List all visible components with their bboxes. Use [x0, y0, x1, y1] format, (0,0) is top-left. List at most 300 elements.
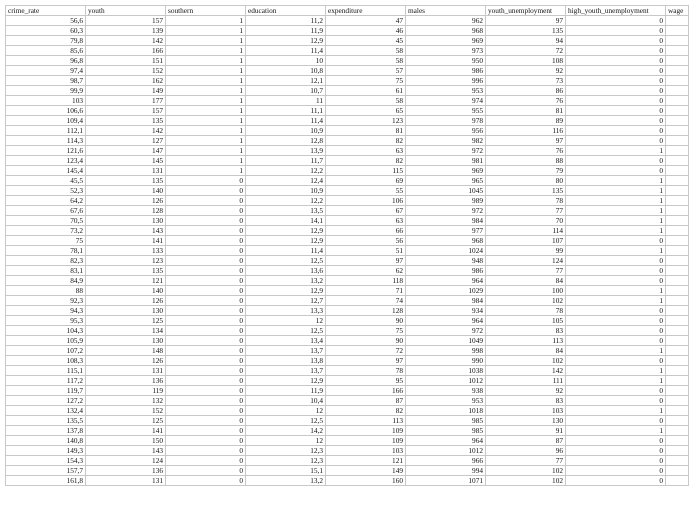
cell-youth[interactable]: 143: [86, 446, 166, 456]
cell-youth-unemployment[interactable]: 88: [486, 156, 566, 166]
cell-wage[interactable]: [666, 176, 689, 186]
cell-crime-rate[interactable]: 114,3: [6, 136, 86, 146]
cell-youth-unemployment[interactable]: 77: [486, 206, 566, 216]
cell-southern[interactable]: 0: [166, 286, 246, 296]
cell-wage[interactable]: [666, 316, 689, 326]
cell-crime-rate[interactable]: 73,2: [6, 226, 86, 236]
cell-southern[interactable]: 0: [166, 376, 246, 386]
cell-wage[interactable]: [666, 366, 689, 376]
cell-southern[interactable]: 1: [166, 26, 246, 36]
cell-expenditure[interactable]: 55: [326, 186, 406, 196]
cell-expenditure[interactable]: 109: [326, 436, 406, 446]
cell-crime-rate[interactable]: 52,3: [6, 186, 86, 196]
cell-wage[interactable]: [666, 306, 689, 316]
cell-males[interactable]: 1029: [406, 286, 486, 296]
cell-wage[interactable]: [666, 136, 689, 146]
cell-high-youth-unemployment[interactable]: 0: [566, 446, 666, 456]
cell-southern[interactable]: 0: [166, 326, 246, 336]
cell-males[interactable]: 984: [406, 296, 486, 306]
cell-wage[interactable]: [666, 346, 689, 356]
cell-youth-unemployment[interactable]: 89: [486, 116, 566, 126]
cell-southern[interactable]: 0: [166, 266, 246, 276]
column-header-expenditure[interactable]: expenditure: [326, 6, 406, 16]
cell-education[interactable]: 12,4: [246, 176, 326, 186]
cell-wage[interactable]: [666, 216, 689, 226]
cell-southern[interactable]: 1: [166, 96, 246, 106]
column-header-education[interactable]: education: [246, 6, 326, 16]
cell-wage[interactable]: [666, 26, 689, 36]
cell-youth[interactable]: 134: [86, 326, 166, 336]
cell-expenditure[interactable]: 95: [326, 376, 406, 386]
cell-high-youth-unemployment[interactable]: 0: [566, 416, 666, 426]
cell-wage[interactable]: [666, 326, 689, 336]
cell-crime-rate[interactable]: 140,8: [6, 436, 86, 446]
cell-high-youth-unemployment[interactable]: 1: [566, 216, 666, 226]
cell-southern[interactable]: 0: [166, 366, 246, 376]
cell-wage[interactable]: [666, 416, 689, 426]
cell-education[interactable]: 12,2: [246, 166, 326, 176]
cell-high-youth-unemployment[interactable]: 1: [566, 426, 666, 436]
cell-southern[interactable]: 1: [166, 46, 246, 56]
cell-high-youth-unemployment[interactable]: 0: [566, 96, 666, 106]
cell-high-youth-unemployment[interactable]: 0: [566, 476, 666, 486]
cell-southern[interactable]: 0: [166, 466, 246, 476]
cell-high-youth-unemployment[interactable]: 1: [566, 406, 666, 416]
cell-youth-unemployment[interactable]: 84: [486, 346, 566, 356]
cell-youth-unemployment[interactable]: 77: [486, 456, 566, 466]
cell-youth-unemployment[interactable]: 100: [486, 286, 566, 296]
cell-expenditure[interactable]: 58: [326, 56, 406, 66]
cell-education[interactable]: 12,9: [246, 226, 326, 236]
cell-education[interactable]: 12,5: [246, 416, 326, 426]
cell-males[interactable]: 982: [406, 136, 486, 146]
cell-wage[interactable]: [666, 466, 689, 476]
cell-crime-rate[interactable]: 70,5: [6, 216, 86, 226]
cell-education[interactable]: 12,5: [246, 256, 326, 266]
cell-wage[interactable]: [666, 56, 689, 66]
cell-crime-rate[interactable]: 67,6: [6, 206, 86, 216]
cell-wage[interactable]: [666, 476, 689, 486]
cell-high-youth-unemployment[interactable]: 0: [566, 236, 666, 246]
cell-education[interactable]: 10,4: [246, 396, 326, 406]
cell-youth-unemployment[interactable]: 99: [486, 246, 566, 256]
cell-wage[interactable]: [666, 166, 689, 176]
cell-education[interactable]: 13,3: [246, 306, 326, 316]
column-header-wage[interactable]: wage: [666, 6, 689, 16]
cell-education[interactable]: 15,1: [246, 466, 326, 476]
cell-education[interactable]: 12,1: [246, 76, 326, 86]
cell-high-youth-unemployment[interactable]: 0: [566, 126, 666, 136]
cell-southern[interactable]: 0: [166, 206, 246, 216]
cell-expenditure[interactable]: 47: [326, 16, 406, 26]
cell-wage[interactable]: [666, 276, 689, 286]
cell-youth[interactable]: 166: [86, 46, 166, 56]
cell-youth-unemployment[interactable]: 72: [486, 46, 566, 56]
cell-youth[interactable]: 140: [86, 286, 166, 296]
cell-expenditure[interactable]: 103: [326, 446, 406, 456]
cell-males[interactable]: 984: [406, 216, 486, 226]
cell-expenditure[interactable]: 160: [326, 476, 406, 486]
cell-high-youth-unemployment[interactable]: 0: [566, 56, 666, 66]
cell-expenditure[interactable]: 61: [326, 86, 406, 96]
cell-crime-rate[interactable]: 157,7: [6, 466, 86, 476]
cell-southern[interactable]: 1: [166, 86, 246, 96]
cell-expenditure[interactable]: 57: [326, 66, 406, 76]
cell-youth[interactable]: 142: [86, 36, 166, 46]
cell-southern[interactable]: 0: [166, 256, 246, 266]
cell-high-youth-unemployment[interactable]: 1: [566, 376, 666, 386]
cell-males[interactable]: 986: [406, 66, 486, 76]
cell-high-youth-unemployment[interactable]: 0: [566, 66, 666, 76]
cell-males[interactable]: 990: [406, 356, 486, 366]
cell-high-youth-unemployment[interactable]: 1: [566, 366, 666, 376]
cell-crime-rate[interactable]: 119,7: [6, 386, 86, 396]
cell-youth-unemployment[interactable]: 135: [486, 26, 566, 36]
cell-crime-rate[interactable]: 145,4: [6, 166, 86, 176]
cell-education[interactable]: 11,7: [246, 156, 326, 166]
cell-southern[interactable]: 1: [166, 136, 246, 146]
cell-crime-rate[interactable]: 84,9: [6, 276, 86, 286]
cell-youth[interactable]: 124: [86, 456, 166, 466]
cell-education[interactable]: 13,8: [246, 356, 326, 366]
cell-youth[interactable]: 143: [86, 226, 166, 236]
cell-males[interactable]: 1071: [406, 476, 486, 486]
cell-southern[interactable]: 0: [166, 196, 246, 206]
cell-wage[interactable]: [666, 106, 689, 116]
cell-youth-unemployment[interactable]: 80: [486, 176, 566, 186]
cell-high-youth-unemployment[interactable]: 0: [566, 466, 666, 476]
cell-southern[interactable]: 1: [166, 56, 246, 66]
cell-southern[interactable]: 0: [166, 456, 246, 466]
cell-males[interactable]: 955: [406, 106, 486, 116]
cell-southern[interactable]: 0: [166, 416, 246, 426]
cell-youth[interactable]: 162: [86, 76, 166, 86]
cell-education[interactable]: 11,4: [246, 116, 326, 126]
cell-wage[interactable]: [666, 66, 689, 76]
cell-youth-unemployment[interactable]: 97: [486, 16, 566, 26]
cell-youth-unemployment[interactable]: 102: [486, 476, 566, 486]
cell-wage[interactable]: [666, 376, 689, 386]
cell-youth-unemployment[interactable]: 78: [486, 306, 566, 316]
cell-wage[interactable]: [666, 226, 689, 236]
cell-youth[interactable]: 139: [86, 26, 166, 36]
cell-expenditure[interactable]: 97: [326, 356, 406, 366]
cell-education[interactable]: 13,6: [246, 266, 326, 276]
cell-education[interactable]: 12,9: [246, 286, 326, 296]
cell-youth-unemployment[interactable]: 86: [486, 86, 566, 96]
cell-wage[interactable]: [666, 246, 689, 256]
cell-southern[interactable]: 0: [166, 316, 246, 326]
cell-crime-rate[interactable]: 99,9: [6, 86, 86, 96]
cell-expenditure[interactable]: 74: [326, 296, 406, 306]
cell-education[interactable]: 11: [246, 96, 326, 106]
cell-youth-unemployment[interactable]: 73: [486, 76, 566, 86]
cell-expenditure[interactable]: 67: [326, 206, 406, 216]
cell-males[interactable]: 972: [406, 326, 486, 336]
cell-expenditure[interactable]: 90: [326, 336, 406, 346]
cell-southern[interactable]: 1: [166, 16, 246, 26]
cell-youth[interactable]: 131: [86, 476, 166, 486]
cell-crime-rate[interactable]: 121,6: [6, 146, 86, 156]
cell-youth[interactable]: 140: [86, 186, 166, 196]
cell-high-youth-unemployment[interactable]: 0: [566, 256, 666, 266]
cell-high-youth-unemployment[interactable]: 0: [566, 336, 666, 346]
cell-crime-rate[interactable]: 137,8: [6, 426, 86, 436]
cell-high-youth-unemployment[interactable]: 0: [566, 396, 666, 406]
cell-youth-unemployment[interactable]: 114: [486, 226, 566, 236]
cell-youth-unemployment[interactable]: 70: [486, 216, 566, 226]
cell-males[interactable]: 985: [406, 416, 486, 426]
cell-males[interactable]: 969: [406, 36, 486, 46]
cell-expenditure[interactable]: 82: [326, 156, 406, 166]
cell-males[interactable]: 1018: [406, 406, 486, 416]
cell-males[interactable]: 964: [406, 436, 486, 446]
column-header-males[interactable]: males: [406, 6, 486, 16]
cell-education[interactable]: 13,2: [246, 476, 326, 486]
cell-crime-rate[interactable]: 135,5: [6, 416, 86, 426]
cell-crime-rate[interactable]: 123,4: [6, 156, 86, 166]
cell-southern[interactable]: 0: [166, 396, 246, 406]
cell-youth-unemployment[interactable]: 97: [486, 136, 566, 146]
cell-high-youth-unemployment[interactable]: 0: [566, 136, 666, 146]
cell-expenditure[interactable]: 63: [326, 146, 406, 156]
cell-crime-rate[interactable]: 83,1: [6, 266, 86, 276]
cell-crime-rate[interactable]: 64,2: [6, 196, 86, 206]
cell-males[interactable]: 934: [406, 306, 486, 316]
cell-crime-rate[interactable]: 132,4: [6, 406, 86, 416]
cell-education[interactable]: 11,9: [246, 26, 326, 36]
cell-expenditure[interactable]: 75: [326, 76, 406, 86]
cell-youth[interactable]: 148: [86, 346, 166, 356]
cell-youth-unemployment[interactable]: 105: [486, 316, 566, 326]
cell-youth[interactable]: 125: [86, 416, 166, 426]
cell-crime-rate[interactable]: 104,3: [6, 326, 86, 336]
cell-expenditure[interactable]: 62: [326, 266, 406, 276]
cell-youth-unemployment[interactable]: 87: [486, 436, 566, 446]
cell-youth-unemployment[interactable]: 92: [486, 66, 566, 76]
cell-youth[interactable]: 136: [86, 376, 166, 386]
cell-expenditure[interactable]: 46: [326, 26, 406, 36]
cell-southern[interactable]: 0: [166, 236, 246, 246]
cell-crime-rate[interactable]: 88: [6, 286, 86, 296]
cell-education[interactable]: 12,3: [246, 456, 326, 466]
column-header-crime-rate[interactable]: crime_rate: [6, 6, 86, 16]
cell-southern[interactable]: 0: [166, 426, 246, 436]
cell-expenditure[interactable]: 69: [326, 176, 406, 186]
cell-expenditure[interactable]: 58: [326, 46, 406, 56]
cell-youth-unemployment[interactable]: 81: [486, 106, 566, 116]
cell-expenditure[interactable]: 106: [326, 196, 406, 206]
cell-expenditure[interactable]: 121: [326, 456, 406, 466]
cell-southern[interactable]: 1: [166, 76, 246, 86]
cell-southern[interactable]: 1: [166, 36, 246, 46]
cell-youth-unemployment[interactable]: 83: [486, 396, 566, 406]
cell-high-youth-unemployment[interactable]: 0: [566, 326, 666, 336]
cell-youth[interactable]: 125: [86, 316, 166, 326]
cell-expenditure[interactable]: 51: [326, 246, 406, 256]
cell-crime-rate[interactable]: 56,6: [6, 16, 86, 26]
cell-wage[interactable]: [666, 156, 689, 166]
cell-crime-rate[interactable]: 108,3: [6, 356, 86, 366]
cell-crime-rate[interactable]: 154,3: [6, 456, 86, 466]
cell-wage[interactable]: [666, 76, 689, 86]
cell-southern[interactable]: 0: [166, 406, 246, 416]
cell-youth[interactable]: 157: [86, 106, 166, 116]
cell-youth-unemployment[interactable]: 108: [486, 56, 566, 66]
cell-males[interactable]: 938: [406, 386, 486, 396]
cell-education[interactable]: 12,2: [246, 196, 326, 206]
cell-youth[interactable]: 157: [86, 16, 166, 26]
cell-expenditure[interactable]: 118: [326, 276, 406, 286]
cell-education[interactable]: 13,2: [246, 276, 326, 286]
cell-crime-rate[interactable]: 127,2: [6, 396, 86, 406]
cell-expenditure[interactable]: 81: [326, 126, 406, 136]
cell-youth-unemployment[interactable]: 116: [486, 126, 566, 136]
cell-crime-rate[interactable]: 94,3: [6, 306, 86, 316]
cell-youth[interactable]: 135: [86, 266, 166, 276]
cell-education[interactable]: 12,3: [246, 446, 326, 456]
cell-expenditure[interactable]: 115: [326, 166, 406, 176]
column-header-youth-unemployment[interactable]: youth_unemployment: [486, 6, 566, 16]
cell-youth-unemployment[interactable]: 102: [486, 356, 566, 366]
cell-crime-rate[interactable]: 115,1: [6, 366, 86, 376]
cell-males[interactable]: 974: [406, 96, 486, 106]
cell-education[interactable]: 10,9: [246, 186, 326, 196]
cell-education[interactable]: 10: [246, 56, 326, 66]
cell-wage[interactable]: [666, 396, 689, 406]
cell-crime-rate[interactable]: 109,4: [6, 116, 86, 126]
cell-wage[interactable]: [666, 86, 689, 96]
cell-youth[interactable]: 119: [86, 386, 166, 396]
cell-high-youth-unemployment[interactable]: 0: [566, 266, 666, 276]
cell-youth[interactable]: 131: [86, 166, 166, 176]
cell-males[interactable]: 981: [406, 156, 486, 166]
cell-youth[interactable]: 121: [86, 276, 166, 286]
cell-high-youth-unemployment[interactable]: 1: [566, 206, 666, 216]
cell-youth-unemployment[interactable]: 84: [486, 276, 566, 286]
cell-males[interactable]: 973: [406, 46, 486, 56]
cell-youth[interactable]: 142: [86, 126, 166, 136]
cell-education[interactable]: 11,9: [246, 386, 326, 396]
cell-education[interactable]: 11,4: [246, 246, 326, 256]
cell-expenditure[interactable]: 109: [326, 426, 406, 436]
cell-wage[interactable]: [666, 446, 689, 456]
cell-crime-rate[interactable]: 95,3: [6, 316, 86, 326]
cell-wage[interactable]: [666, 256, 689, 266]
cell-males[interactable]: 996: [406, 76, 486, 86]
cell-wage[interactable]: [666, 126, 689, 136]
cell-youth-unemployment[interactable]: 76: [486, 96, 566, 106]
cell-expenditure[interactable]: 87: [326, 396, 406, 406]
cell-crime-rate[interactable]: 149,3: [6, 446, 86, 456]
cell-youth-unemployment[interactable]: 92: [486, 386, 566, 396]
cell-males[interactable]: 1045: [406, 186, 486, 196]
cell-southern[interactable]: 0: [166, 176, 246, 186]
cell-education[interactable]: 13,9: [246, 146, 326, 156]
cell-males[interactable]: 978: [406, 116, 486, 126]
cell-youth-unemployment[interactable]: 76: [486, 146, 566, 156]
cell-high-youth-unemployment[interactable]: 0: [566, 356, 666, 366]
cell-wage[interactable]: [666, 266, 689, 276]
cell-high-youth-unemployment[interactable]: 0: [566, 86, 666, 96]
cell-high-youth-unemployment[interactable]: 1: [566, 346, 666, 356]
cell-youth[interactable]: 135: [86, 116, 166, 126]
cell-wage[interactable]: [666, 286, 689, 296]
cell-expenditure[interactable]: 128: [326, 306, 406, 316]
cell-youth[interactable]: 126: [86, 196, 166, 206]
cell-high-youth-unemployment[interactable]: 1: [566, 146, 666, 156]
cell-southern[interactable]: 0: [166, 446, 246, 456]
cell-wage[interactable]: [666, 456, 689, 466]
cell-crime-rate[interactable]: 107,2: [6, 346, 86, 356]
cell-youth[interactable]: 130: [86, 306, 166, 316]
cell-education[interactable]: 11,1: [246, 106, 326, 116]
cell-wage[interactable]: [666, 406, 689, 416]
cell-expenditure[interactable]: 72: [326, 346, 406, 356]
cell-youth-unemployment[interactable]: 77: [486, 266, 566, 276]
cell-males[interactable]: 950: [406, 56, 486, 66]
cell-expenditure[interactable]: 123: [326, 116, 406, 126]
cell-youth[interactable]: 177: [86, 96, 166, 106]
cell-expenditure[interactable]: 63: [326, 216, 406, 226]
cell-expenditure[interactable]: 82: [326, 136, 406, 146]
cell-youth-unemployment[interactable]: 102: [486, 296, 566, 306]
cell-males[interactable]: 966: [406, 456, 486, 466]
cell-youth[interactable]: 131: [86, 366, 166, 376]
cell-youth-unemployment[interactable]: 103: [486, 406, 566, 416]
cell-southern[interactable]: 0: [166, 226, 246, 236]
cell-crime-rate[interactable]: 161,8: [6, 476, 86, 486]
cell-males[interactable]: 1049: [406, 336, 486, 346]
cell-males[interactable]: 1012: [406, 446, 486, 456]
cell-males[interactable]: 968: [406, 236, 486, 246]
cell-high-youth-unemployment[interactable]: 0: [566, 106, 666, 116]
cell-expenditure[interactable]: 71: [326, 286, 406, 296]
cell-high-youth-unemployment[interactable]: 1: [566, 196, 666, 206]
cell-southern[interactable]: 0: [166, 356, 246, 366]
cell-youth[interactable]: 145: [86, 156, 166, 166]
cell-expenditure[interactable]: 66: [326, 226, 406, 236]
cell-southern[interactable]: 0: [166, 386, 246, 396]
cell-crime-rate[interactable]: 60,3: [6, 26, 86, 36]
cell-youth[interactable]: 149: [86, 86, 166, 96]
cell-males[interactable]: 1012: [406, 376, 486, 386]
cell-education[interactable]: 13,4: [246, 336, 326, 346]
cell-high-youth-unemployment[interactable]: 0: [566, 316, 666, 326]
cell-high-youth-unemployment[interactable]: 1: [566, 186, 666, 196]
cell-southern[interactable]: 0: [166, 476, 246, 486]
cell-youth[interactable]: 127: [86, 136, 166, 146]
cell-wage[interactable]: [666, 356, 689, 366]
cell-expenditure[interactable]: 78: [326, 366, 406, 376]
cell-wage[interactable]: [666, 46, 689, 56]
cell-males[interactable]: 1038: [406, 366, 486, 376]
cell-wage[interactable]: [666, 436, 689, 446]
cell-crime-rate[interactable]: 45,5: [6, 176, 86, 186]
cell-education[interactable]: 13,5: [246, 206, 326, 216]
cell-males[interactable]: 998: [406, 346, 486, 356]
cell-southern[interactable]: 1: [166, 116, 246, 126]
cell-education[interactable]: 11,2: [246, 16, 326, 26]
cell-youth-unemployment[interactable]: 135: [486, 186, 566, 196]
cell-youth[interactable]: 123: [86, 256, 166, 266]
cell-expenditure[interactable]: 56: [326, 236, 406, 246]
cell-youth[interactable]: 128: [86, 206, 166, 216]
cell-southern[interactable]: 0: [166, 246, 246, 256]
cell-education[interactable]: 14,1: [246, 216, 326, 226]
cell-crime-rate[interactable]: 92,3: [6, 296, 86, 306]
cell-expenditure[interactable]: 75: [326, 326, 406, 336]
